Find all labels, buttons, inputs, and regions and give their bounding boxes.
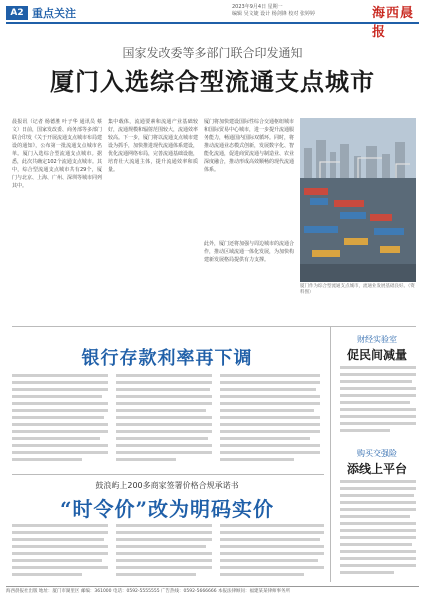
main-story-column-3b: 此外，厦门还将加强与周边城市的流通合作，推动区域流通一体化发展，为加快构建新发展格局提供有力支撑。 <box>204 241 294 263</box>
newspaper-brand: 海西晨报 <box>372 6 415 40</box>
sidebar-text-1 <box>340 364 416 438</box>
main-story-column-2: 集中载体，流通要素和流通产业基础较好，流通规模和辐射范围较大，流通效率较高。下一步，厦门将以流通支点城市建设为抓手，加快推进现代流通体系建设，优化流通网络布局，完善流通基础设施，培育壮大流通主体，提升流通效率和质量。 <box>108 119 198 173</box>
time-price-body <box>12 522 324 582</box>
photo-caption: 厦门作为综合型流通支点城市，流通业发展基础良好。（资料图） <box>300 284 415 295</box>
bank-story-text-lines-2 <box>116 372 212 468</box>
issue-date: 2023年9月4日 星期一 <box>232 4 283 10</box>
port-photo-image <box>300 118 416 282</box>
main-story-column-1: 晨报讯（记者 杨德胜 叶子华 通讯员 蔡文）日前，国家发改委、商务部等多部门联合印发《关于开展流通支点城市布局建设的通知》，公布第一批流通支点城市名单。厦门入选综合型流通支点城市。据悉，此次共确定102个流通支点城市。其中，综合型流通支点城市共有29个，厦门与北京、上海、广州、深圳等城市同列其中。 <box>12 119 102 189</box>
bank-story-text-lines-3 <box>220 372 320 468</box>
editor-credits: 编辑 吴文婕 设计 杨剑锋 校对 张婷婷 <box>232 11 315 17</box>
footer-text: 海西晨报社出版 地址：厦门市湖里区 邮编：361000 电话：0592-5555555 广告热线：0592-5666666 本报法律顾问：福建某某律师事务所 <box>6 589 291 594</box>
sidebar-divider <box>330 326 331 582</box>
footer-rule <box>6 586 419 587</box>
bank-story-column-3 <box>220 372 320 468</box>
time-price-headline: “时令价”改为明码实价 <box>59 497 274 521</box>
main-story-headline: 厦门入选综合型流通支点城市 <box>50 67 375 96</box>
bank-story-headline: 银行存款利率再下调 <box>81 348 253 369</box>
main-story-column-3: 厦门将加快建设国际性综合交通枢纽城市和国际贸易中心城市，进一步提升流通服务能力，畅通国内国际双循环。同时，将推动流通业态模式创新，发展数字化、智能化流通，促进商贸流通与制造业、农业深度融合，推动形成高效顺畅的现代流通体系。 <box>204 119 294 173</box>
bank-story-column-1 <box>12 372 108 468</box>
sidebar-label-1: 财经实验室 <box>357 335 397 344</box>
time-price-kicker: 鼓浪屿上200多商家签署价格合规承诺书 <box>95 481 239 490</box>
header-rule <box>6 22 419 24</box>
time-price-divider <box>12 474 324 475</box>
port-photo <box>300 118 416 282</box>
time-price-text-lines <box>12 522 324 582</box>
page-tag: A2 <box>6 6 28 20</box>
sidebar-headline-1: 促民间减量 <box>346 348 407 362</box>
sidebar-text-lines-2 <box>340 478 416 578</box>
sidebar-label-2: 购买交强险 <box>357 449 397 458</box>
sidebar-headline-2: 添线上平台 <box>346 462 407 476</box>
bank-story-column-2 <box>116 372 212 468</box>
bank-story-text-lines <box>12 372 108 468</box>
main-story-kicker: 国家发改委等多部门联合印发通知 <box>122 46 303 60</box>
sidebar-text-2 <box>340 478 416 578</box>
header-meta <box>232 4 367 18</box>
sidebar-text-lines-1 <box>340 364 416 438</box>
section-title: 重点关注 <box>32 7 76 20</box>
section-divider <box>12 326 416 327</box>
